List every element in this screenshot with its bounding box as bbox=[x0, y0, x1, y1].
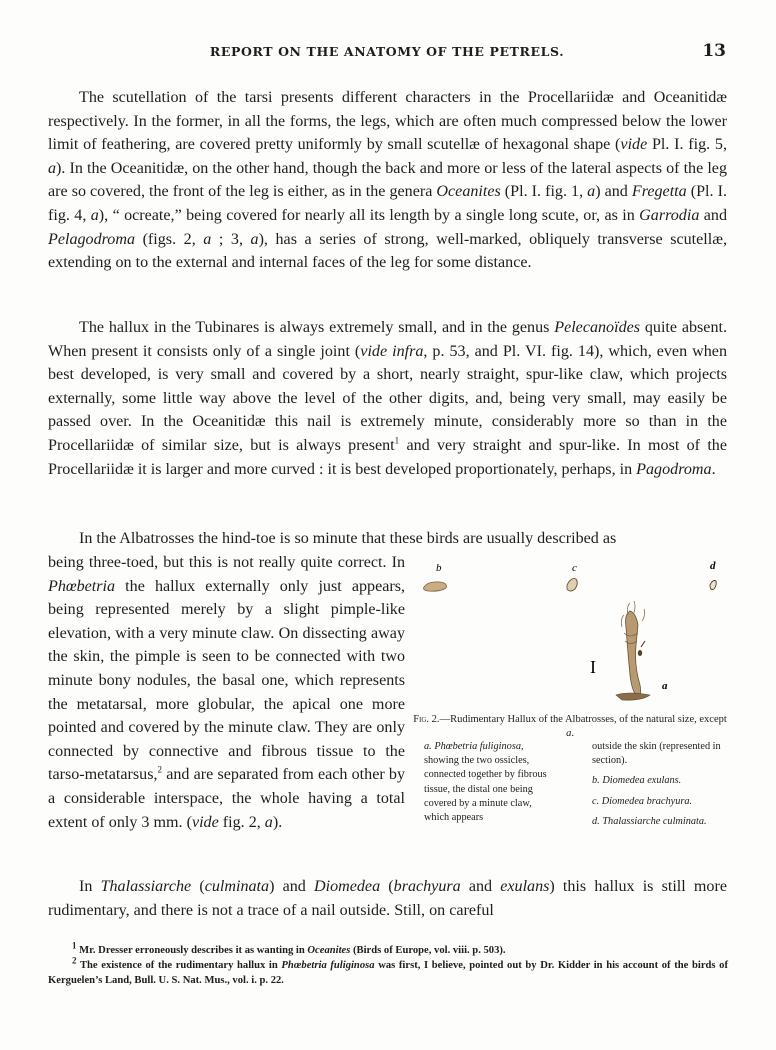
footnote-ref-1: 1 bbox=[394, 435, 400, 446]
figure-2-illustration bbox=[410, 555, 730, 715]
page-number: 13 bbox=[702, 41, 726, 61]
legend-item-d: d. Thalassiarche culminata. bbox=[592, 815, 707, 827]
legend-item-b: b. Diomedea exulans. bbox=[592, 775, 682, 787]
specimen-d-shape bbox=[710, 581, 716, 590]
legend-item-c: c. Diomedea brachyura. bbox=[592, 795, 693, 807]
paragraph-albatross-first-line: In the Albatrosses the hind-toe is so minute that these birds are usually described as bbox=[79, 530, 617, 547]
legend-column-right bbox=[592, 740, 724, 829]
paragraph-scutellation: The scutellation of the tarsi presents different characters in the Procellariidæ and Oceanitidæ respectively. In the former, in all the forms, the legs, which are often much compressed below the lower limit of feathering, are covered pretty uniformly by small scutellæ of hexagonal shape (vide Pl. I. fig. 5, a). In the Oceanitidæ, on the other hand, though the back and more or less of the lateral aspects of the leg are so covered, the front of the leg is either, as in the genera Oceanites (Pl. I. fig. 1, a) and Fregetta (Pl. I. fig. 4, a), “ ocreate,” being covered for nearly all its length by a single long scute, or, as in Garrodia and Pelagodroma (figs. 2, a ; 3, a), has a series of strong, well-marked, obliquely transverse scutellæ, extending on to the external and internal faces of the leg for some distance. bbox=[48, 89, 727, 272]
label-a: a bbox=[662, 680, 668, 692]
label-b: b bbox=[436, 562, 442, 574]
footnote-ref-2: 2 bbox=[157, 764, 162, 775]
paragraph-thalassiarche: In Thalassiarche (culminata) and Diomedea (brachyura and exulans) this hallux is still more rudimentary, and there is not a trace of a nail outside. Still, on careful bbox=[48, 878, 727, 919]
legend-item-a: a. Phœbetria fuliginosa, showing the two ossicles, connected together by fibrous tissue, the distal one being covered by a minute claw, which appears bbox=[424, 741, 547, 824]
paragraph-hallux: The hallux in the Tubinares is always extremely small, and in the genus Pelecanoïdes quite absent. When present it consists only of a single joint (vide infra, p. 53, and Pl. VI. fig. 14), which, even when best developed, is very small and covered by a short, nearly straight, spur-like claw, which projects externally, some little way above the level of the other digits, and, being very small, may easily be passed over. In the Oceanitidæ this nail is extremely minute, considerably more so than in the Procellariidæ of similar size, but is always present$^1$ and very straight and spur-like. In most of the Procellariidæ it is larger and more curved : it is best developed proportionately, perhaps, in Pagodroma. bbox=[48, 319, 727, 478]
scale-mark: I bbox=[590, 657, 596, 677]
footnotes bbox=[48, 940, 728, 988]
figure-caption: Fig. 2.—Rudimentary Hallux of the Albatrosses, of the natural size, except a. bbox=[413, 714, 727, 739]
footnote-1: $^1$ Mr. Dresser erroneously describes it as wanting in Oceanites (Birds of Europe, vol. viii. p. 503). bbox=[72, 940, 506, 956]
specimen-a-drawing bbox=[616, 601, 650, 700]
running-title: REPORT ON THE ANATOMY OF THE PETRELS. bbox=[209, 44, 565, 59]
specimen-b-shape bbox=[424, 582, 447, 591]
figure-2 bbox=[410, 555, 730, 875]
label-d: d bbox=[710, 560, 716, 572]
specimen-c-shape bbox=[567, 579, 577, 591]
footnote-2: $^2$ The existence of the rudimentary hallux in Phœbetria fuliginosa was first, I believe, pointed out by Dr. Kidder in his account of the birds of Kerguelen’s Land, Bull. U. S. Nat. Mus., vol. i. p. 22. bbox=[48, 955, 728, 986]
legend-column-left bbox=[424, 740, 557, 825]
paragraph-albatross-wrapped: being three-toed, but this is not really quite correct. In Phœbetria the hallux externally only just appears, being represented merely by a slight pimple-like elevation, with a very minute claw. On dissecting away the skin, the pimple is seen to be connected with two minute bony nodules, the basal one, which represents the metatarsal, more globular, the apical one more pointed and covered by the minute claw. They are only connected by connective and fibrous tissue to the tarso-metatarsus,$^2$ and are separated from each other by a considerable interspace, the whole having a total extent of only 3 mm. (vide fig. 2, a). bbox=[48, 554, 405, 831]
legend-item-a-continued: outside the skin (represented in section). bbox=[592, 741, 721, 767]
label-c: c bbox=[572, 562, 577, 574]
page-header bbox=[48, 41, 726, 64]
